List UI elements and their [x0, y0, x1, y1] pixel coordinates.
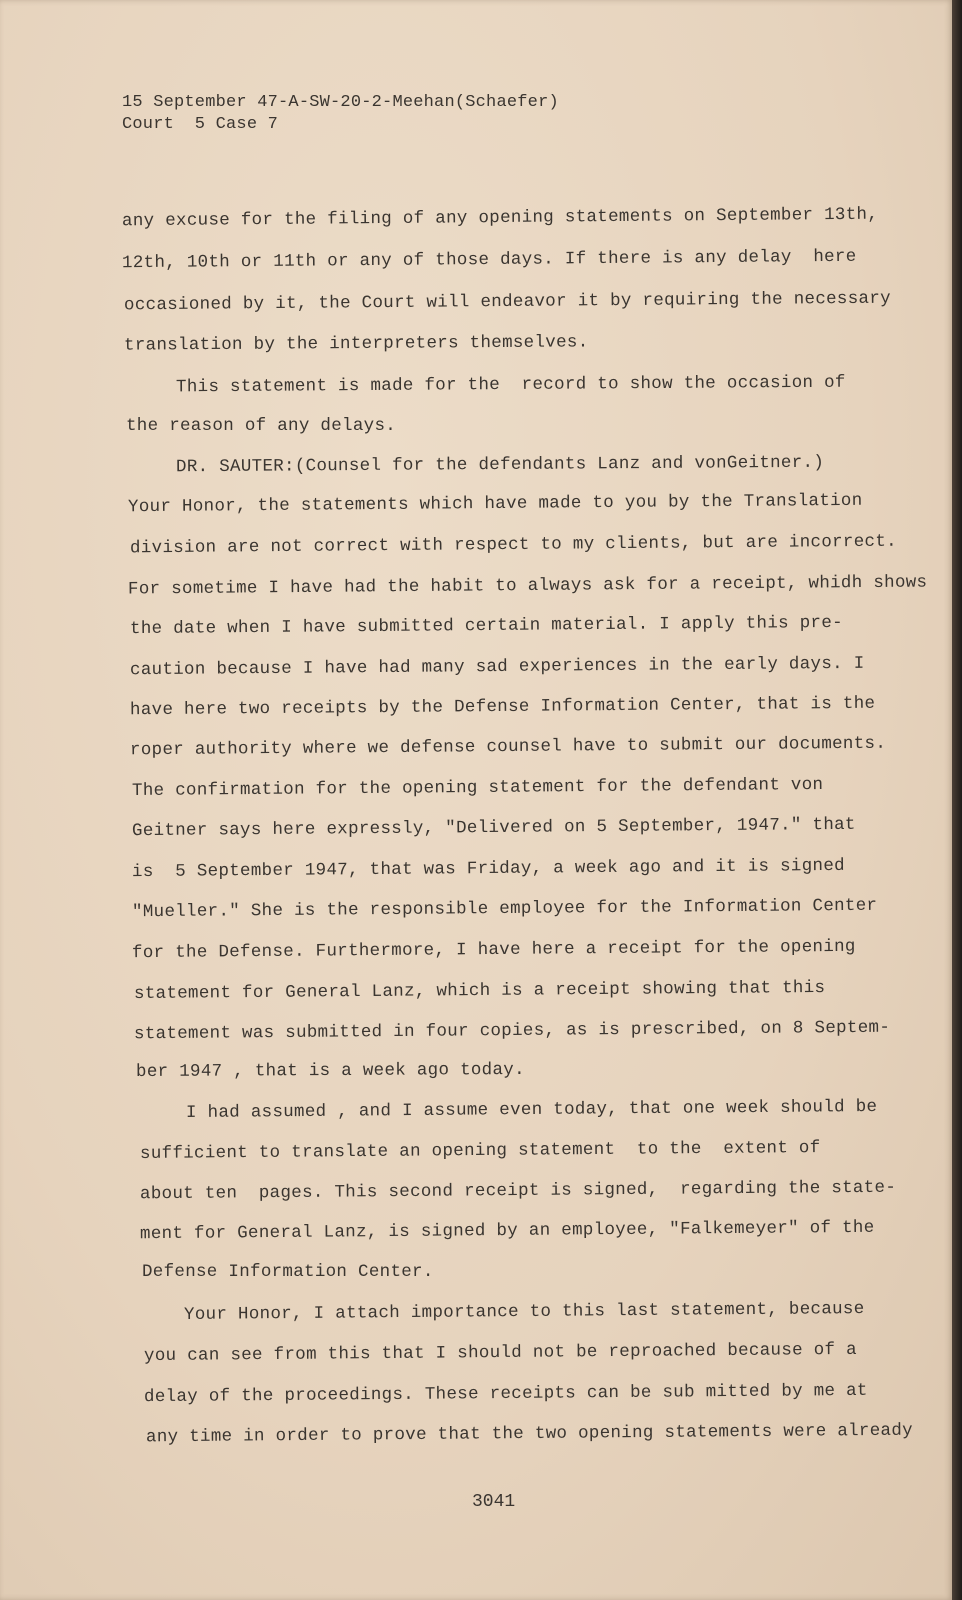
text-line: caution because I have had many sad experiences in the early days. I [129, 653, 865, 681]
text-line: 12th, 10th or 11th or any of those days. If there is any delay here [121, 246, 857, 274]
text-line: occasioned by it, the Court will endeavor it by requiring the necessary [123, 288, 891, 316]
text-line: DR. SAUTER:(Counsel for the defendants Lanz and vonGeitner.) [175, 452, 825, 478]
text-line: I had assumed , and I assume even today, that one week should be [185, 1096, 878, 1124]
text-line: "Mueller." She is the responsible employee for the Information Center [131, 895, 878, 923]
text-line: Defense Information Center. [142, 1262, 434, 1282]
text-line: for the Defense. Furthermore, I have here a receipt for the opening [131, 936, 856, 964]
text-line: This statement is made for the record to show the occasion of [175, 372, 846, 398]
document-header [122, 92, 559, 136]
text-line: you can see from this that I should not be reproached because of a [143, 1339, 857, 1367]
header-line-1: 15 September 47-A-SW-20-2-Meehan(Schaefer) [122, 93, 559, 112]
text-line: delay of the proceedings. These receipts can be sub mitted by me at [143, 1380, 868, 1408]
page-edge [952, 0, 962, 1600]
text-line: roper authority where we defense counsel have to submit our documents. [129, 733, 887, 761]
text-line: have here two receipts by the Defense Information Center, that is the [129, 693, 876, 721]
text-line: ment for General Lanz, is signed by an employee, "Falkemeyer" of the [139, 1217, 875, 1245]
text-line: sufficient to translate an opening statement to the extent of [139, 1138, 821, 1164]
text-line: statement for General Lanz, which is a receipt showing that this [133, 977, 826, 1005]
text-line: statement was submitted in four copies, as is prescribed, on 8 Septem- [133, 1017, 891, 1045]
text-line: the date when I have submitted certain material. I apply this pre- [129, 612, 843, 640]
text-line: the reason of any delays. [126, 416, 397, 436]
text-line: Geitner says here expressly, "Delivered on 5 September, 1947." that [131, 814, 856, 842]
text-line: Your Honor, the statements which have made to you by the Translation [127, 490, 863, 518]
text-line: any time in order to prove that the two opening statements were already [145, 1420, 913, 1448]
text-line: any excuse for the filing of any opening statements on September 13th, [121, 204, 879, 232]
text-line: is 5 September 1947, that was Friday, a week ago and it is signed [131, 855, 845, 883]
header-line-2: Court 5 Case 7 [122, 115, 279, 134]
page-number: 3041 [472, 1492, 516, 1512]
text-line: ber 1947 , that is a week ago today. [135, 1059, 525, 1083]
text-line: translation by the interpreters themselves. [123, 332, 589, 356]
text-line: division are not correct with respect to my clients, but are incorrect. [129, 531, 897, 559]
text-line: about ten pages. This second receipt is signed, regarding the state- [139, 1177, 897, 1205]
text-line: For sometime I have had the habit to always ask for a receipt, whidh shows [127, 572, 928, 600]
text-line: Your Honor, I attach importance to this last statement, because [183, 1299, 865, 1325]
text-line: The confirmation for the opening statement for the defendant von [131, 774, 824, 802]
